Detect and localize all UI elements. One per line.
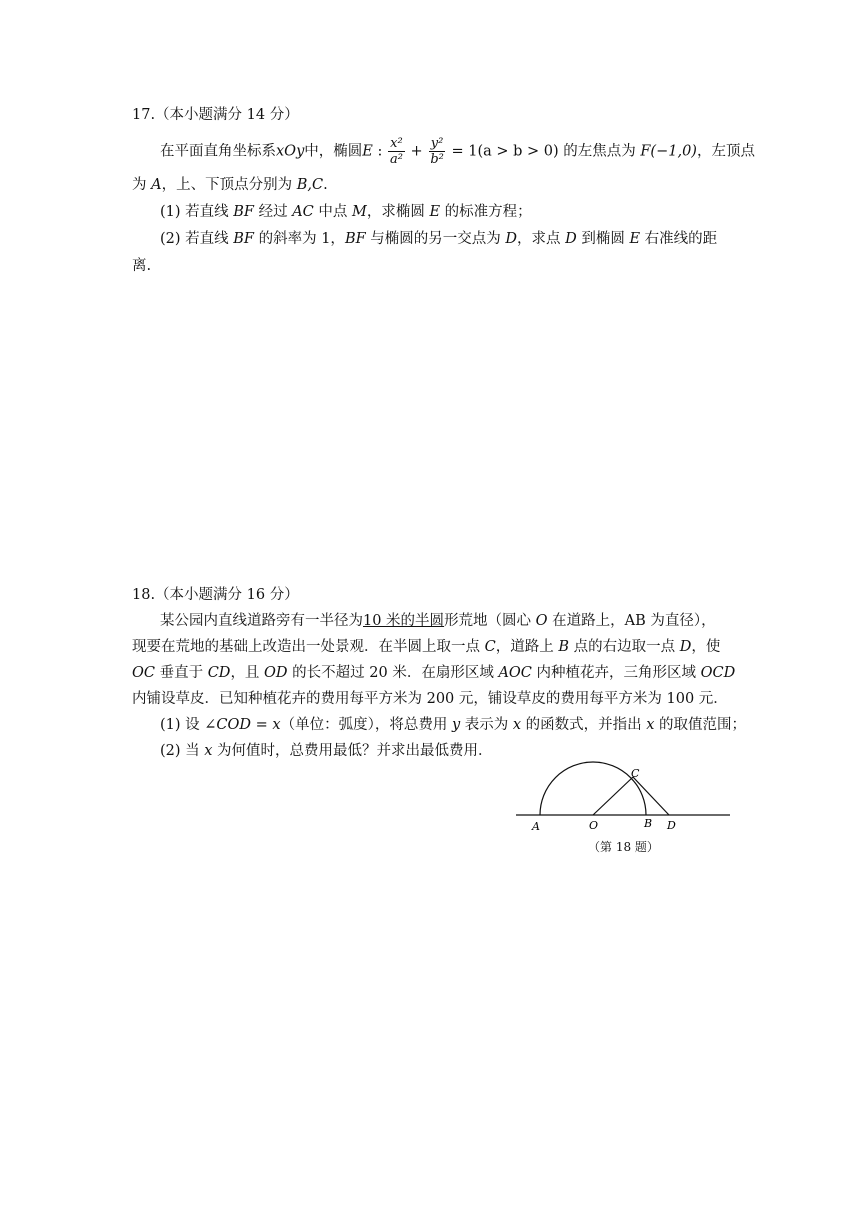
text: 某公园内直线道路旁有一半径为 <box>160 613 363 629</box>
fraction-denominator: a² <box>389 152 403 167</box>
var: x <box>646 717 655 733</box>
var: y <box>451 717 461 733</box>
fraction-numerator: y² <box>430 136 444 151</box>
text: 在道路上，AB 为直径）， <box>552 613 716 629</box>
text: ，使 <box>691 639 721 655</box>
text: 现要在荒地的基础上改造出一处景观．在半圆上取一点 <box>132 639 480 655</box>
fraction-denominator: b² <box>430 152 444 167</box>
text: (2) 当 <box>160 743 205 759</box>
label-o: O <box>589 819 599 832</box>
text: ，且 <box>230 665 265 681</box>
question-17-part1 <box>160 197 760 227</box>
var: M <box>352 204 367 220</box>
fraction-y2-b2 <box>428 136 446 167</box>
var: BF <box>344 231 366 247</box>
angle-expression: ∠COD = x <box>204 717 281 733</box>
text: 形荒地（圆心 <box>444 613 532 629</box>
var: A <box>146 177 162 193</box>
var: BF <box>233 204 254 220</box>
text: 内种植花卉，三角形区域 <box>531 665 701 681</box>
text: ，上、下顶点分别为 <box>161 177 293 193</box>
text: 中点 <box>313 204 352 220</box>
question-18-line4: 内铺设草皮．已知种植花卉的费用每平方米为 200 元，铺设草皮的费用每平方米为 100 元． <box>132 691 728 707</box>
var: D <box>505 231 518 247</box>
figure-caption: （第 18 题） <box>588 840 659 854</box>
question-17-intro <box>160 136 760 167</box>
text: (1) 设 <box>160 717 205 733</box>
equation-rest: = 1(a > b > 0) <box>446 143 559 160</box>
text: 在平面直角坐标系 <box>160 143 276 160</box>
var: x <box>512 717 522 733</box>
text: (2) 若直线 <box>160 231 234 247</box>
var: D <box>675 639 692 655</box>
var: BF <box>233 231 254 247</box>
question-17-line2 <box>132 170 732 200</box>
var: x <box>204 743 213 759</box>
text: . <box>323 177 328 193</box>
text: 点的右边取一点 <box>573 639 676 655</box>
text: ，左顶点 <box>696 143 755 160</box>
var: CD <box>207 665 231 681</box>
var: OC <box>132 665 155 681</box>
semicircle-diagram <box>514 760 734 840</box>
question-17-part2-cont: 离. <box>132 258 152 274</box>
text: ，求点 <box>517 231 566 247</box>
var: O <box>531 613 553 629</box>
text: ，求椭圆 <box>366 204 430 220</box>
var: OD <box>264 665 288 681</box>
text: 的取值范围； <box>654 717 747 733</box>
ellipse-name: E <box>362 143 373 160</box>
question-17-part2 <box>160 224 760 254</box>
label-c: C <box>631 767 640 780</box>
underlined-text: 10 米的半圆 <box>363 613 445 629</box>
text: 为何值时，总费用最低？并求出最低费用． <box>212 743 493 759</box>
text: 的函数式，并指出 <box>521 717 647 733</box>
text: 表示为 <box>460 717 513 733</box>
text: 到椭圆 <box>576 231 630 247</box>
text: + <box>405 143 428 160</box>
fraction-numerator: x² <box>390 136 403 151</box>
segment-cd <box>633 777 669 815</box>
coord-system: xOy <box>276 143 305 160</box>
question-17-header: 17.（本小题满分 14 分） <box>132 107 299 123</box>
text: 经过 <box>253 204 293 220</box>
focus-point: F(−1,0) <box>640 143 697 160</box>
fraction-x2-a2 <box>388 136 405 167</box>
text: 的斜率为 1， <box>253 231 345 247</box>
text: 右准线的距 <box>640 231 718 247</box>
text: （单位：弧度），将总费用 <box>280 717 452 733</box>
text: 垂直于 <box>154 665 208 681</box>
label-d: D <box>667 819 676 832</box>
text: : <box>372 143 387 160</box>
text: 与椭圆的另一交点为 <box>365 231 506 247</box>
text: ，道路上 <box>495 639 554 655</box>
var: OCD <box>700 665 736 681</box>
var: AOC <box>498 665 532 681</box>
text: 的标准方程； <box>440 204 532 220</box>
label-b: B <box>644 817 653 830</box>
var: E <box>629 231 641 247</box>
label-a: A <box>532 820 540 833</box>
var: D <box>565 231 577 247</box>
var: B <box>553 639 574 655</box>
text: 为 <box>132 177 147 193</box>
segment-oc <box>593 777 633 815</box>
var: AC <box>292 204 314 220</box>
text: 中，椭圆 <box>304 143 363 160</box>
text: 的左焦点为 <box>558 143 641 160</box>
var: C <box>480 639 496 655</box>
question-18-header: 18.（本小题满分 16 分） <box>132 587 299 603</box>
var: B,C <box>292 177 324 193</box>
text: 的长不超过 20 米．在扇形区域 <box>287 665 499 681</box>
var: E <box>429 204 441 220</box>
text: (1) 若直线 <box>160 204 234 220</box>
